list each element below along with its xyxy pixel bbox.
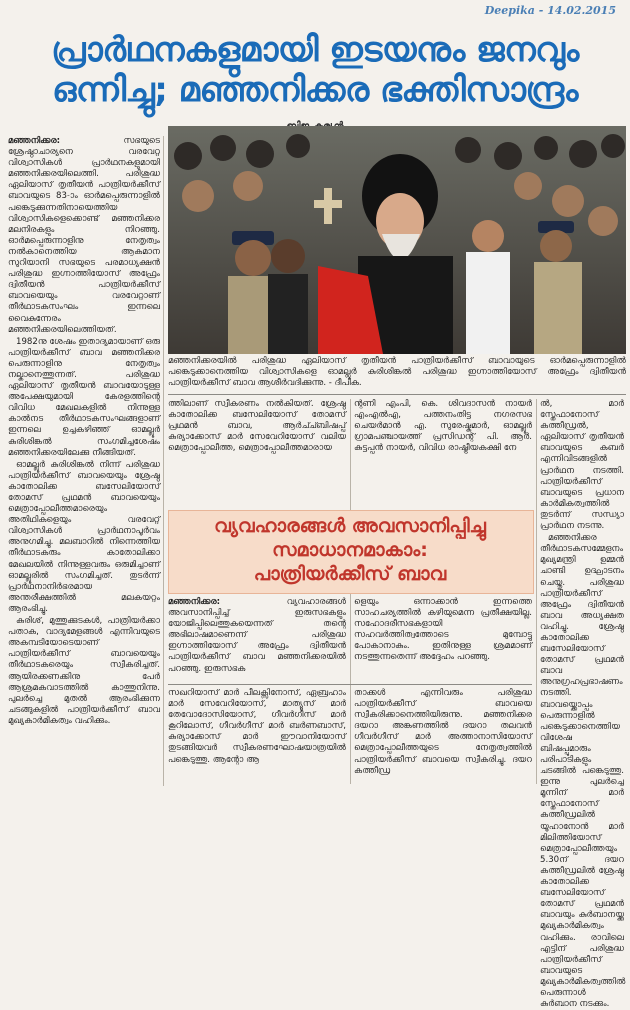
section-rule [168, 684, 532, 685]
subheadline-line-3: പാത്രിയർക്കീസ് ബാവ [253, 563, 447, 585]
article-column-right [540, 399, 626, 1010]
paragraph-3: ഓമല്ലൂർ കുരിശിങ്കൽ നിന്ന് പരിശുദ്ധ പാത്രിയർക്കീസ് ബാവയെയും ശ്രേഷ്ഠ കാതോലിക്ക ബസേലിയോസ് തോമസ് പ്രഥമൻ ബാവയെയും മെത്രാപ്പോലീത്തമാരെയും അതിഥികളെയും വരവേറ്റ് വിശ്വാസികൾ പ്രാർഥനാപൂർവം അനുഗമിച്ചു. മലബാറിൽ നിന്നെത്തിയ തീർഥാടകരും കാതോലിക്കാ മേഖലയിൽ നിന്നുള്ളവരും ഒരുമിച്ചാണ് ഓമല്ലൂരിൽ സംഗമിച്ചത്. തുടർന്ന് പ്രാർഥനാനിർഭരമായ അന്തരീക്ഷത്തിൽ മലകയറ്റം ആരംഭിച്ചു. [8, 459, 160, 614]
article-column-mid-2: ന്റണി എംപി, കെ. ശിവദാസൻ നായർ എംഎൽഎ, പത്തനംതിട്ട നഗരസഭ ചെയർമാൻ എ. സുരേഷ്കുമാർ, ഓമല്ലൂർ ഗ്രാമപഞ്ചായത്ത് പ്രസിഡന്റ് പി. ആർ. കുട്ടപ്പൻ നായർ, വിവിധ രാഷ്ട്രീയകക്ഷി നേ [354, 399, 532, 454]
crowd-photo-illustration [168, 126, 626, 354]
dateline: മഞ്ഞനിക്കര: [168, 597, 221, 607]
paragraph-1-text: സഭയുടെ ശ്രേഷ്ഠാചാര്യനെ വരവേറ്റ വിശ്വാസികൾ പ്രാർഥനകളുമായി മഞ്ഞനിക്കരയിലെത്തി. പരിശുദ്ധ ഏലിയാസ് തൃതീയൻ പാത്രിയർക്കീസ് ബാവയുടെ 83-ാം ഓർമപ്പെരുന്നാളിൽ പങ്കെടുക്കുന്നതിനായെത്തിയ വിശ്വാസികളെക്കൊണ്ട് മഞ്ഞനിക്കര മലനിരകളും നിറഞ്ഞു. ഓർമപ്പെരുന്നാളിനു നേതൃത്വം നൽകാനെത്തിയ ആകമാന സുറിയാനി സഭയുടെ പരമാധ്യക്ഷൻ പരിശുദ്ധ ഇഗ്നാത്തിയോസ് അഫ്രേം ദ്വിതീയൻ പാത്രിയർക്കീസ് ബാവയെയും വരവേറ്റാണ് തീർഥാടകസംഘം ഇന്നലെ വൈകുന്നേരം മഞ്ഞനിക്കരയിലെത്തിയത്. [8, 136, 160, 335]
news-photo [168, 126, 626, 354]
article-column-mid-2b: ളെയും ഒന്നാക്കാൻ ഇന്നത്തെ സാഹചര്യത്തിൽ കഴിയുമെന്ന പ്രതീക്ഷയില്ല. സഹോദരീസഭകളായി സഹവർത്തിത്വത്തോടെ മുമ്പോട്ടു പോകാനാകും. ഇതിനുള്ള ശ്രമമാണ് നടത്തുന്നതെന്ന് അദ്ദേഹം പറഞ്ഞു. [354, 597, 532, 663]
right-paragraph-2: മഞ്ഞനിക്കര തീർഥാടകസമ്മേളനം മുഖ്യമന്ത്രി ഉമ്മൻ ചാണ്ടി ഉദ്ഘാടനം ചെയ്തു. പരിശുദ്ധ പാത്രിയർക്കീസ് അഫ്രേം ദ്വിതീയൻ ബാവ അധ്യക്ഷത വഹിച്ചു. ശ്രേഷ്ഠ കാതോലിക്ക ബസേലിയോസ് തോമസ് പ്രഥമൻ ബാവ അനുഗ്രഹപ്രഭാഷണം നടത്തി. ബാവയ്ക്കൊപ്പം പെരുന്നാളിൽ പങ്കെടുക്കാനെത്തിയ വിശേഷ ബിഷപ്പുമാരും പരിപാടികളും ചടങ്ങിൽ പങ്കെടുത്തു. ഇന്നു പുലർച്ചെ മൂന്നിന് മാർ സ്തേഫാനോസ് കത്തീഡ്രലിൽ യൂഹാനോൻ മാർ മിലിത്തിയോസ് മെത്രാപ്പോലീത്തയും 5.30ന് ദയറ കത്തീഡ്രലിൽ ശ്രേഷ്ഠ കാതോലിക്ക ബസേലിയോസ് തോമസ് പ്രഥമൻ ബാവയും കുർബാനയ്ക്കു മുഖ്യകാർമികത്വം വഹിക്കും. രാവിലെ എട്ടിന് പരിശുദ്ധ പാത്രിയർക്കീസ് ബാവയുടെ മുഖ്യകാർമികത്വത്തിൽ പെരുന്നാൾ കുർബാന നടക്കും. [540, 533, 626, 1010]
headline [8, 30, 622, 110]
dateline: മഞ്ഞനിക്കര: [8, 136, 61, 146]
article-column-left [8, 136, 160, 786]
headline-line-2: ഒന്നിച്ചു; മഞ്ഞനിക്കര ഭക്തിസാന്ദ്രം [52, 70, 578, 110]
sub-paragraph-1-text: വ്യവഹാരങ്ങൾ അവസാനിപ്പിച്ച് ഇരുസഭകളും യോജിപ്പിലെത്തുകയെന്നത് തന്റെ അഭിലാഷമാണെന്ന് പരിശുദ്ധ ഇഗ്നാത്തിയോസ് അഫ്രേം ദ്വിതീയൻ പാത്രിയർക്കീസ് ബാവ മഞ്ഞനിക്കരയിൽ പറഞ്ഞു. ഇരുസഭക [168, 597, 346, 674]
right-paragraph-1: ൽ, മാർ സ്തേഫാനോസ് കത്തീഡ്രൽ, ഏലിയാസ് തൃതീയൻ ബാവയുടെ കബർ എന്നിവിടങ്ങളിൽ പ്രാർഥന നടത്തി. പാത്രിയർക്കീസ് ബാവയുടെ പ്രധാന കാർമികത്വത്തിൽ തുടർന്ന് സന്ധ്യാ പ്രാർഥന നടന്നു. [540, 399, 624, 532]
article-column-mid-1b [168, 597, 346, 677]
subheadline-line-1: വ്യവഹാരങ്ങൾ അവസാനിപ്പിച്ചു [214, 515, 486, 537]
article-column-mid-2c: താക്കൾ എന്നിവരും പരിശുദ്ധ പാത്രിയർക്കീസ് ബാവയെ സ്വീകരിക്കാനെത്തിയിരുന്നു. മഞ്ഞനിക്കര ദയറാ അങ്കണത്തിൽ ദയറാ തലവൻ ഗീവർഗീസ് മാർ അത്താനാസിയോസ് മെത്രാപ്പോലീത്തയുടെ നേതൃത്വത്തിൽ പാത്രിയർക്കീസ് ബാവയെ സ്വീകരിച്ചു. ദയറ കത്തീഡ്ര [354, 688, 532, 776]
article-column-mid-1c: സഖറിയാസ് മാർ പീലക്സിനോസ്, ഏബ്രഹാം മാർ സേവേറിയോസ്, മാത്യൂസ് മാർ തേവോദോസിയോസ്, ഗീവർഗീസ് മാർ കൂറിലോസ്, ഗീവർഗീസ് മാർ ബർണബാസ്, കുര്യാക്കോസ് മാർ ഈവാനിയോസ് തുടങ്ങിയവർ സ്വീകരണഘോഷയാത്രയിൽ പങ്കെടുത്തു. ആന്റോ ആ [168, 688, 346, 765]
article-column-mid-1: ത്തിലാണ് സ്വീകരണം നൽകിയത്. ശ്രേഷ്ഠ കാതോലിക്ക ബസേലിയോസ് തോമസ് പ്രഥമൻ ബാവ, ആർച്ച്ബിഷപ്പ് കുര്യാക്കോസ് മാർ സേവേറിയോസ് വലിയ മെത്രാപ്പോലീത്ത, മെത്രാപ്പോലീത്തമാരായ [168, 399, 346, 454]
column-rule [536, 399, 537, 784]
paragraph-2: 1982നു ശേഷം ഇതാദ്യമായാണ് ഒരു പാത്രിയർക്കീസ് ബാവ മഞ്ഞനിക്കര പെരുന്നാളിനു നേതൃത്വം നല്കാനെത്തുന്നത്. പരിശുദ്ധ ഏലിയാസ് തൃതീയൻ ബാവയോടുള്ള അപേക്ഷയുമായി കേരളത്തിന്റെ വിവിധ മേഖലകളിൽ നിന്നുള്ള കാൽനട തീർഥാടകസംഘങ്ങളാണ് ഇന്നലെ ഉച്ചകഴിഞ്ഞ് ഓമല്ലൂർ കുരിശിങ്കൽ സംഗമിച്ചശേഷം മഞ്ഞനിക്കരയിലേക്കു നീങ്ങിയത്. [8, 336, 161, 458]
paragraph-1 [8, 136, 160, 336]
column-rule [163, 136, 164, 786]
subheadline-line-2: സമാധാനമാകാം: [272, 539, 428, 561]
caption-rule [168, 394, 626, 395]
headline-line-1: പ്രാർഥനകളുമായി ഇടയനും ജനവും [51, 30, 579, 70]
sub-paragraph-1 [168, 597, 346, 675]
subheadline [168, 514, 532, 586]
paragraph-4: കുരിശ്, മുത്തുക്കുടകൾ, പാത്രിയർക്കാ പതാക, വാദ്യമേളങ്ങൾ എന്നിവയുടെ അകമ്പടിയോടെയാണ് പാത്രിയർക്കീസ് ബാവയെയും തീർഥാടകരെയും സ്വീകരിച്ചത്. ആയിരക്കണക്കിനു പേർ ആശ്രമകവാടത്തിൽ കാത്തുനിന്നു. പുലർച്ചെ മുതൽ ആരംഭിക്കുന്ന ചടങ്ങുകളിൽ പാത്രിയർക്കീസ് ബാവ മുഖ്യകാർമികത്വം വഹിക്കും. [8, 616, 160, 726]
photo-caption: മഞ്ഞനിക്കരയിൽ പരിശുദ്ധ ഏലിയാസ് തൃതീയൻ പാത്രിയർക്കീസ് ബാവായുടെ ഓർമപ്പെരുന്നാളിൽ പങ്കെടുക്കാനെത്തിയ വിശ്വാസികളെ ഓമല്ലൂർ കുരിശിങ്കൽ പരിശുദ്ധ ഇഗ്നാത്തിയോസ് അഫ്രേം ദ്വിതീയൻ പാത്രിയർക്കീസ് ബാവ ആശീർവദിക്കുന്നു. - ദീപിക. [168, 356, 626, 389]
masthead-date: Deepika - 14.02.2015 [484, 4, 616, 17]
